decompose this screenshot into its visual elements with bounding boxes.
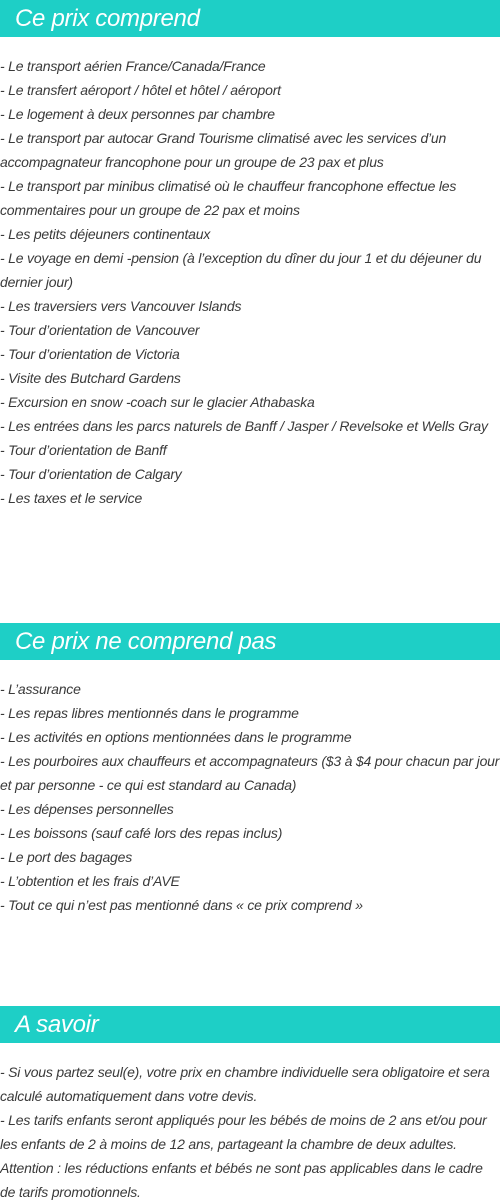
list-item: - Les petits déjeuners continentaux bbox=[0, 226, 211, 242]
list-item: - Les traversiers vers Vancouver Islands bbox=[0, 298, 242, 314]
list-item: - Les tarifs enfants seront appliqués pour les bébés de moins de 2 ans et/ou pour les enfants de 2 à moins de 12 ans, partageant la chambre de deux adultes. bbox=[0, 1112, 487, 1152]
list-item: - Les entrées dans les parcs naturels de Banff / Jasper / Revelsoke et Wells Gray bbox=[0, 418, 488, 434]
list-item: - Le port des bagages bbox=[0, 849, 133, 865]
list-item: - Les activités en options mentionnées dans le programme bbox=[0, 729, 352, 745]
list-item: - Le transport par minibus climatisé où le chauffeur francophone effectue les commentaires pour un groupe de 22 pax et moins bbox=[0, 178, 457, 218]
list-item: - Le transport aérien France/Canada/France bbox=[0, 58, 266, 74]
list-item: - Le transport par autocar Grand Tourisme climatisé avec les services d’un accompagnateur francophone pour un groupe de 23 pax et plus bbox=[0, 130, 447, 170]
section-title-not-included: Ce prix ne comprend pas bbox=[0, 623, 500, 660]
list-item: Attention : les réductions enfants et bébés ne sont pas applicables dans le cadre de tarifs promotionnels. bbox=[0, 1160, 483, 1200]
list-item: - L’assurance bbox=[0, 681, 81, 697]
list-item: - Le logement à deux personnes par chambre bbox=[0, 106, 275, 122]
list-item: - L’obtention et les frais d’AVE bbox=[0, 873, 180, 889]
list-item: - Tour d’orientation de Calgary bbox=[0, 466, 182, 482]
list-item: - Si vous partez seul(e), votre prix en chambre individuelle sera obligatoire et sera calculé automatiquement dans votre devis. bbox=[0, 1064, 490, 1104]
not-included-list bbox=[0, 677, 500, 917]
list-item: - Tour d’orientation de Victoria bbox=[0, 346, 180, 362]
list-item: - Le voyage en demi -pension (à l’exception du dîner du jour 1 et du déjeuner du dernier jour) bbox=[0, 250, 482, 290]
included-list bbox=[0, 54, 500, 510]
list-item: - Les dépenses personnelles bbox=[0, 801, 174, 817]
list-item: - Les taxes et le service bbox=[0, 490, 143, 506]
list-item: - Les pourboires aux chauffeurs et accompagnateurs ($3 à $4 pour chacun par jour et par personne - ce qui est standard au Canada) bbox=[0, 753, 500, 793]
list-item: - Excursion en snow -coach sur le glacier Athabaska bbox=[0, 394, 315, 410]
section-title-included: Ce prix comprend bbox=[0, 0, 500, 37]
section-title-good-to-know: A savoir bbox=[0, 1006, 500, 1043]
list-item: - Tout ce qui n’est pas mentionné dans « ce prix comprend » bbox=[0, 897, 363, 913]
list-item: - Le transfert aéroport / hôtel et hôtel / aéroport bbox=[0, 82, 281, 98]
list-item: - Visite des Butchard Gardens bbox=[0, 370, 181, 386]
list-item: - Tour d’orientation de Vancouver bbox=[0, 322, 200, 338]
list-item: - Tour d’orientation de Banff bbox=[0, 442, 167, 458]
list-item: - Les repas libres mentionnés dans le programme bbox=[0, 705, 299, 721]
good-to-know-list bbox=[0, 1060, 500, 1204]
list-item: - Les boissons (sauf café lors des repas inclus) bbox=[0, 825, 283, 841]
